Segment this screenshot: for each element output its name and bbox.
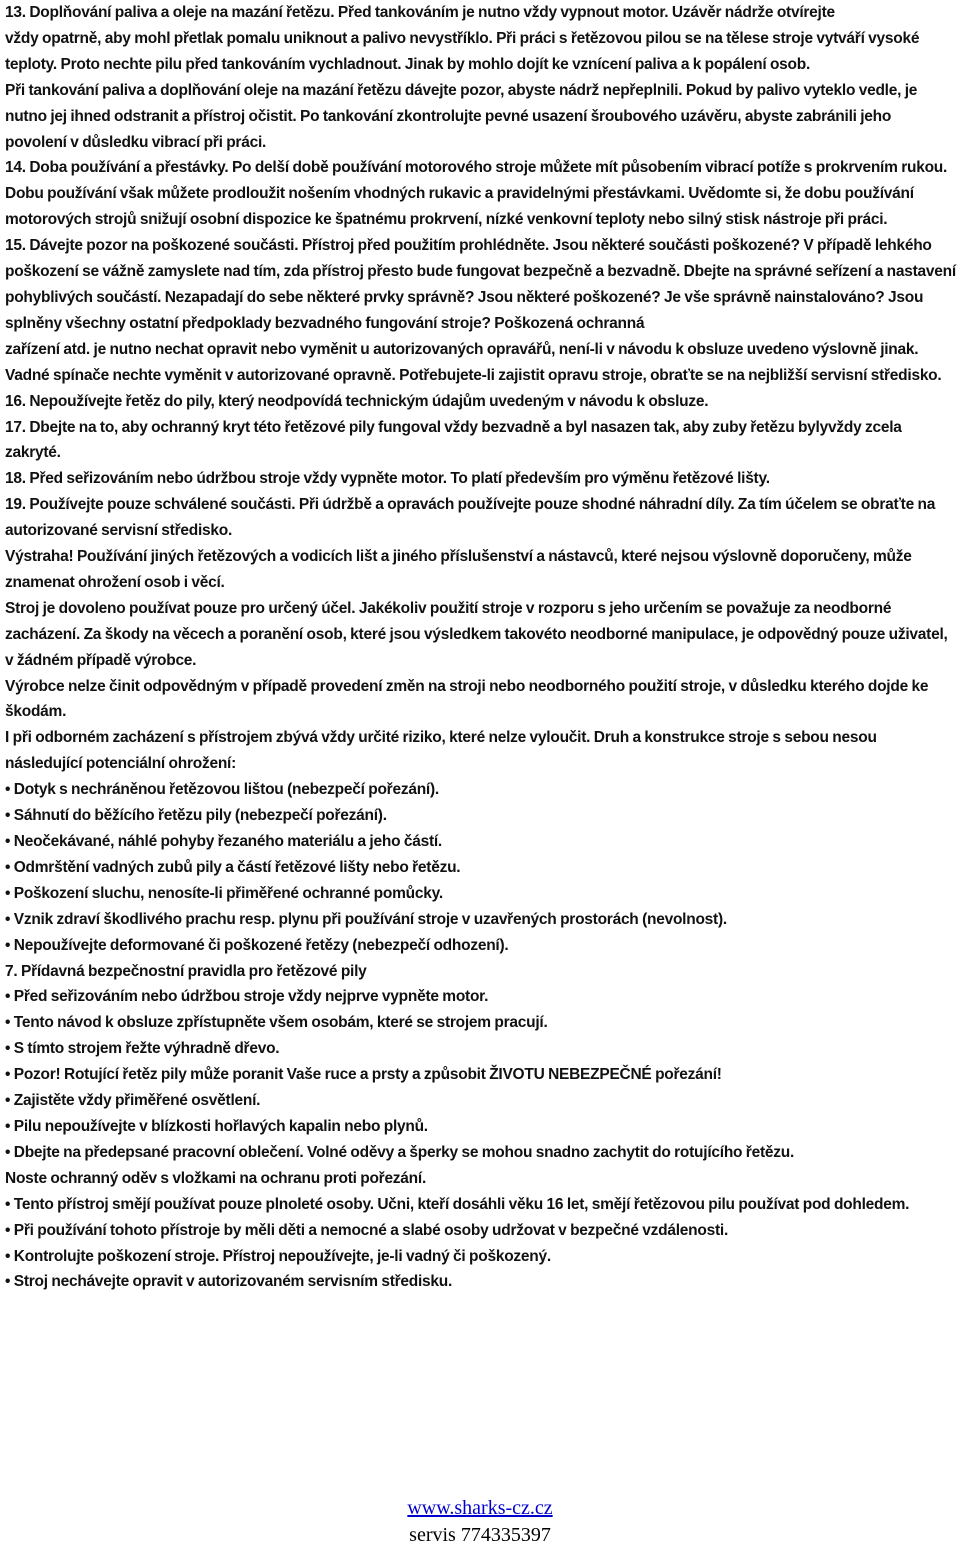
list-item: • Neočekávané, náhlé pohyby řezaného materiálu a jeho částí. — [5, 833, 442, 850]
bullet-icon: • — [5, 910, 11, 928]
bullet-icon: • — [5, 1092, 11, 1110]
paragraph-maintenance-off: 18. Před seřizováním nebo údržbou stroje vždy vypněte motor. To platí především pro výměnu řetězové lišty. — [5, 470, 770, 488]
paragraph-warning: Výstraha! Používání jiných řetězových a vodicích lišt a jiného příslušenství a nástavců, které nejsou výslovně doporučeny, může znamenat ohrožení osob i věcí. — [5, 548, 912, 591]
bullet-icon: • — [5, 1273, 11, 1291]
list-item: • Poškození sluchu, nenosíte-li přiměřené ochranné pomůcky. — [5, 884, 443, 902]
list-item: • Zajistěte vždy přiměřené osvětlení. — [5, 1092, 261, 1110]
list-item: • Pozor! Rotující řetěz pily může poranit Vaše ruce a prsty a způsobit ŽIVOTU NEBEZPEČNÉ pořezání! — [5, 1066, 722, 1084]
section-heading: 7. Přídavná bezpečnostní pravidla pro řetězové pily — [5, 962, 367, 980]
paragraph-refueling-text: vždy opatrně, aby mohl přetlak pomalu uniknout a palivo nevystříklo. Při práci s řetězovou pilou se na tělese stroje vytváří vysoké teploty. Proto nechte pilu před tankováním vychladnout. Jinak by mohlo dojít ke vznícení paliva a k popálení osob. — [5, 29, 920, 73]
paragraph-refueling-overfill: Při tankování paliva a doplňování oleje na mazání řetězu dávejte pozor, abyste nádrž nepřeplnili. Pokud by palivo vyteklo vedle, je nutno jej ihned odstranit a přístroj očistit. Po tankování zkontrolujte pevné usazení šroubového uzávěru, abyste zabránili jeho povolení v důsledku vibrací při práci. — [5, 81, 918, 151]
paragraph-refueling-heading: 13. Doplňování paliva a oleje na mazání řetězu. Před tankováním je nutno vždy vypnout motor. Uzávěr nádrže otvírejte — [5, 4, 835, 21]
list-item: • Odmrštění vadných zubů pily a částí řetězové lišty nebo řetězu. — [5, 858, 461, 876]
rules-list — [5, 984, 956, 1165]
bullet-icon: • — [5, 1195, 11, 1213]
list-item: • Tento přístroj smějí používat pouze plnoleté osoby. Učni, kteří dosáhli věku 16 let, smějí řetězovou pilu používat pod dohledem. — [5, 1195, 910, 1213]
paragraph-chain-spec: 16. Nepoužívejte řetěz do pily, který neodpovídá technickým údajům uvedeným v návodu k obsluze. — [5, 392, 709, 410]
list-item: • S tímto strojem řežte výhradně dřevo. — [5, 1040, 280, 1058]
rules-list-continued — [5, 1192, 956, 1296]
list-item: • Dbejte na předepsané pracovní oblečení. Volné oděvy a šperky se mohou snadno zachytit do rotujícího řetězu. — [5, 1143, 795, 1161]
bullet-icon: • — [5, 1117, 11, 1135]
list-item: • Vznik zdraví škodlivého prachu resp. plynu při používání stroje v uzavřených prostorách (nevolnost). — [5, 910, 727, 928]
list-item: • Sáhnutí do běžícího řetězu pily (nebezpečí pořezání). — [5, 807, 387, 825]
list-item: • Při používání tohoto přístroje by měli děti a nemocné a slabé osoby udržovat v bezpečné vzdálenosti. — [5, 1221, 728, 1239]
list-item: • Tento návod k obsluze zpřístupněte všem osobám, které se strojem pracují. — [5, 1014, 548, 1032]
list-item: • Před seřizováním nebo údržbou stroje vždy nejprve vypněte motor. — [5, 988, 489, 1006]
paragraph-approved-parts: 19. Používejte pouze schválené součásti. Při údržbě a opravách používejte pouze shodné náhradní díly. Za tím účelem se obraťte na autorizované servisní středisko. — [5, 496, 936, 540]
website-link[interactable]: www.sharks-cz.cz — [407, 1497, 553, 1519]
bullet-icon: • — [5, 781, 11, 799]
list-item: • Pilu nepoužívejte v blízkosti hořlavých kapalin nebo plynů. — [5, 1117, 428, 1135]
document-body — [5, 0, 956, 1295]
bullet-icon: • — [5, 884, 11, 902]
bullet-icon: • — [5, 1247, 11, 1265]
bullet-icon: • — [5, 807, 11, 825]
paragraph-damaged-parts: 15. Dávejte pozor na poškozené součásti. Přístroj před použitím prohlédněte. Jsou některé součásti poškozené? V případě lehkého poškození se vážně zamyslete nad tím, zda přístroj přesto bude fungovat bezpečně a bezvadně. Dbejte na správné seřízení a nastavení pohyblivých součástí. Nezapadají do sebe některé prvky správně? Jsou některé poškozené? Je vše správně nainstalováno? Jsou splněny všechny ostatní předpoklady bezvadného fungování stroje? Poškozená ochranná — [5, 237, 956, 332]
risk-list — [5, 777, 956, 958]
list-item: • Kontrolujte poškození stroje. Přístroj nepoužívejte, je-li vadný či poškozený. — [5, 1247, 551, 1265]
bullet-icon: • — [5, 1066, 11, 1084]
bullet-icon: • — [5, 858, 11, 876]
page-footer — [0, 1495, 960, 1549]
bullet-icon: • — [5, 936, 11, 954]
bullet-icon: • — [5, 1221, 11, 1239]
bullet-icon: • — [5, 1040, 11, 1058]
clothing-note: Noste ochranný oděv s vložkami na ochranu proti pořezání. — [5, 1169, 427, 1187]
list-item: • Stroj nechávejte opravit v autorizovaném servisním středisku. — [5, 1273, 453, 1291]
bullet-icon: • — [5, 1143, 11, 1161]
paragraph-repairs: zařízení atd. je nutno nechat opravit nebo vyměnit u autorizovaných opravářů, není-li v návodu k obsluze uvedeno výslovně jinak. Vadné spínače nechte vyměnit v autorizované opravně. Potřebujete-li zajistit opravu stroje, obraťte se na nejbližší servisní středisko. — [5, 340, 942, 384]
list-item: • Dotyk s nechráněnou řetězovou lištou (nebezpečí pořezání). — [5, 781, 439, 799]
list-item: • Nepoužívejte deformované či poškozené řetězy (nebezpečí odhození). — [5, 936, 509, 954]
bullet-icon: • — [5, 988, 11, 1006]
bullet-icon: • — [5, 1014, 11, 1032]
paragraph-usage-breaks: 14. Doba používání a přestávky. Po delší době používání motorového stroje můžete mít působením vibrací potíže s prokrvením rukou. Dobu používání však můžete prodloužit nošením vhodných rukavic a pravidelnými přestávkami. Uvědomte si, že dobu používání motorových strojů snižují osobní dispozice ke špatnému prokrvení, nízké venkovní teploty nebo silný stisk nástroje při práci. — [5, 159, 948, 229]
paragraph-residual-risk: I při odborném zacházení s přístrojem zbývá vždy určité riziko, které nelze vyloučit. Druh a konstrukce stroje s sebou nesou následující potenciální ohrožení: — [5, 729, 877, 773]
paragraph-manufacturer-liability: Výrobce nelze činit odpovědným v případě provedení změn na stroji nebo neodborného použití stroje, v důsledku kterého dojde ke škodám. — [5, 677, 929, 721]
service-phone: servis 774335397 — [409, 1524, 551, 1546]
paragraph-intended-use: Stroj je dovoleno používat pouze pro určený účel. Jakékoliv použití stroje v rozporu s jeho určením se považuje za neodborné zacházení. Za škody na věcech a poranění osob, které jsou výsledkem takovéto neodborné manipulace, je odpovědný pouze uživatel, v žádném případě výrobce. — [5, 599, 948, 669]
bullet-icon: • — [5, 833, 11, 850]
paragraph-guard-cover: 17. Dbejte na to, aby ochranný kryt této řetězové pily fungoval vždy bezvadně a byl nasazen tak, aby zuby řetězu bylyvždy zcela zakryté. — [5, 418, 902, 462]
